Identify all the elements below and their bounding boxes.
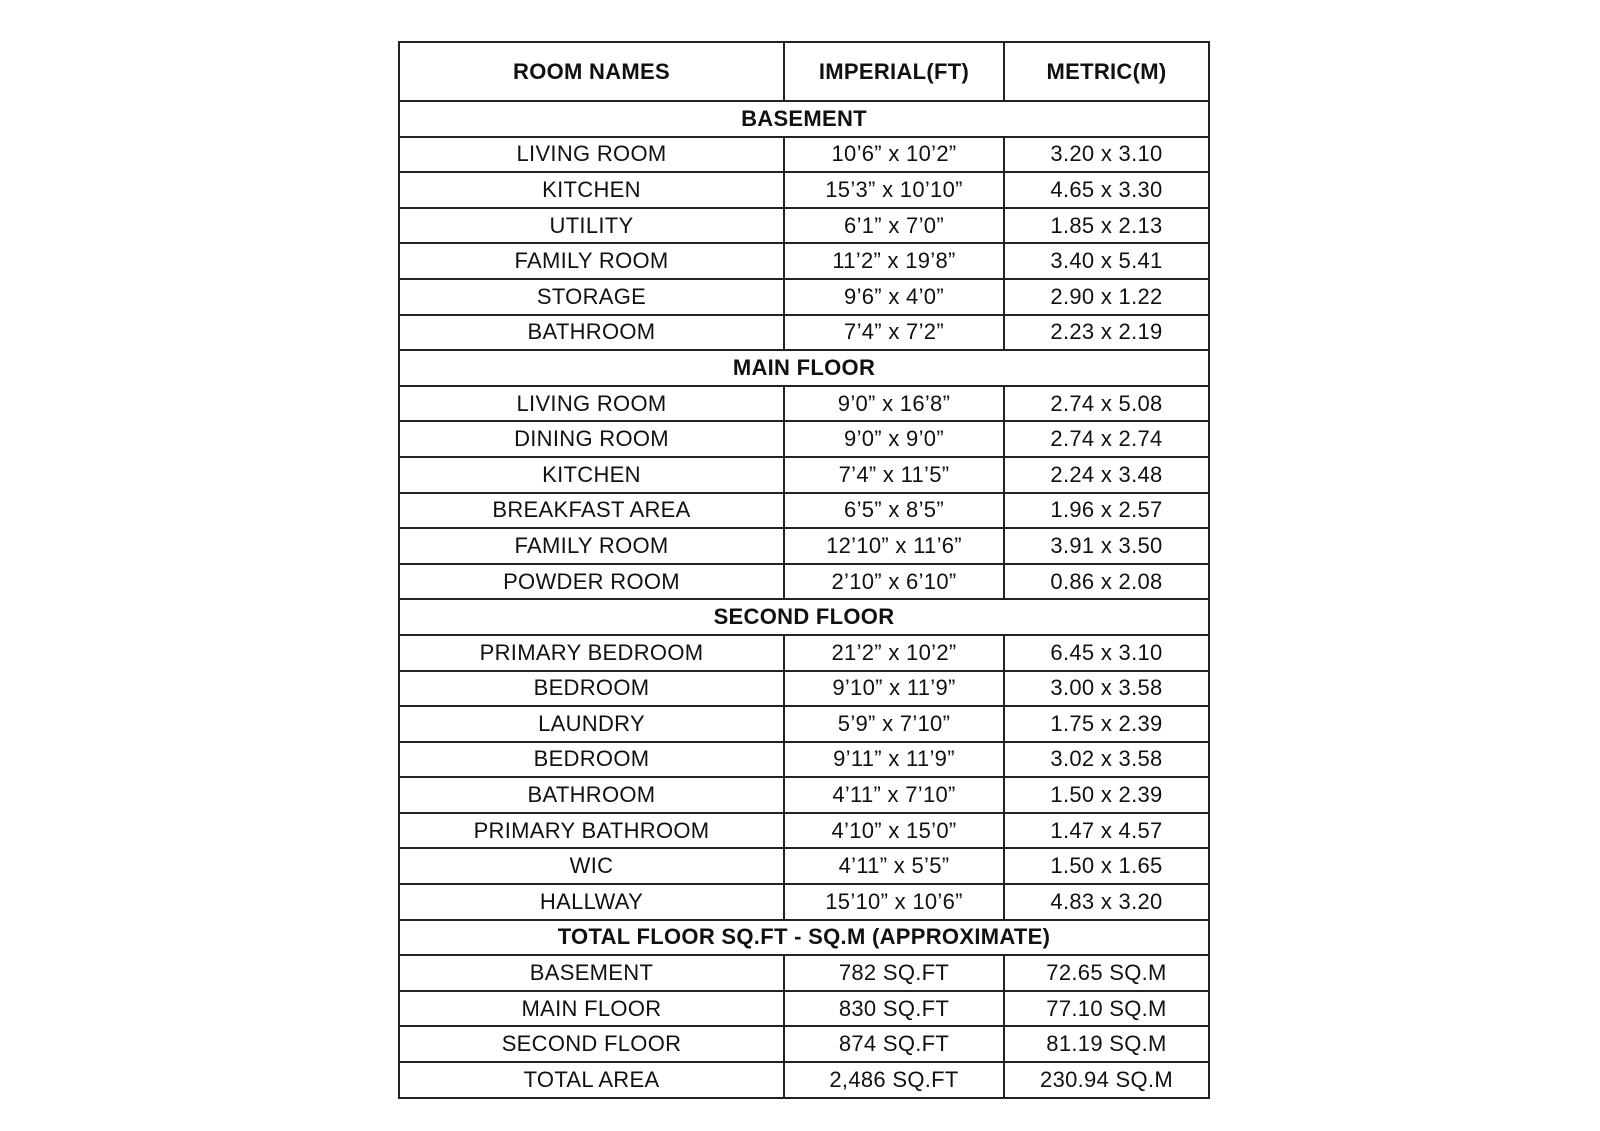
- table-row: [399, 493, 1209, 529]
- imperial-cell: 9’0” x 9’0”: [784, 421, 1004, 457]
- metric-cell: 4.65 x 3.30: [1004, 172, 1209, 208]
- imperial-cell: 4’10” x 15’0”: [784, 813, 1004, 849]
- imperial-cell: 874 SQ.FT: [784, 1026, 1004, 1062]
- imperial-cell: 830 SQ.FT: [784, 991, 1004, 1027]
- imperial-cell: 2,486 SQ.FT: [784, 1062, 1004, 1098]
- metric-cell: 230.94 SQ.M: [1004, 1062, 1209, 1098]
- table-row: [399, 955, 1209, 991]
- imperial-cell: 4’11” x 5’5”: [784, 848, 1004, 884]
- room-name-cell: POWDER ROOM: [399, 564, 784, 600]
- section-header-row: [399, 599, 1209, 635]
- room-name-cell: LIVING ROOM: [399, 386, 784, 422]
- section-header-row: [399, 350, 1209, 386]
- table-row: [399, 315, 1209, 351]
- room-name-cell: HALLWAY: [399, 884, 784, 920]
- table-row: [399, 706, 1209, 742]
- header-room-names: ROOM NAMES: [399, 42, 784, 101]
- imperial-cell: 12’10” x 11’6”: [784, 528, 1004, 564]
- table-row: [399, 671, 1209, 707]
- room-name-cell: MAIN FLOOR: [399, 991, 784, 1027]
- table-row: [399, 421, 1209, 457]
- metric-cell: 2.74 x 5.08: [1004, 386, 1209, 422]
- table-row: [399, 243, 1209, 279]
- metric-cell: 2.90 x 1.22: [1004, 279, 1209, 315]
- section-title: TOTAL FLOOR SQ.FT - SQ.M (APPROXIMATE): [399, 920, 1209, 956]
- metric-cell: 1.96 x 2.57: [1004, 493, 1209, 529]
- table-row: [399, 742, 1209, 778]
- metric-cell: 72.65 SQ.M: [1004, 955, 1209, 991]
- table-row: [399, 777, 1209, 813]
- table-row: [399, 172, 1209, 208]
- section-title: BASEMENT: [399, 101, 1209, 137]
- metric-cell: 2.24 x 3.48: [1004, 457, 1209, 493]
- metric-cell: 1.50 x 1.65: [1004, 848, 1209, 884]
- room-name-cell: BATHROOM: [399, 315, 784, 351]
- room-name-cell: FAMILY ROOM: [399, 528, 784, 564]
- imperial-cell: 2’10” x 6’10”: [784, 564, 1004, 600]
- table-body: [399, 101, 1209, 1098]
- metric-cell: 1.85 x 2.13: [1004, 208, 1209, 244]
- room-name-cell: SECOND FLOOR: [399, 1026, 784, 1062]
- header-imperial: IMPERIAL(FT): [784, 42, 1004, 101]
- room-name-cell: DINING ROOM: [399, 421, 784, 457]
- table-row: [399, 137, 1209, 173]
- room-dimensions-table: [398, 41, 1210, 1099]
- section-header-row: [399, 101, 1209, 137]
- header-metric: METRIC(M): [1004, 42, 1209, 101]
- metric-cell: 77.10 SQ.M: [1004, 991, 1209, 1027]
- metric-cell: 0.86 x 2.08: [1004, 564, 1209, 600]
- section-title: MAIN FLOOR: [399, 350, 1209, 386]
- table-row: [399, 528, 1209, 564]
- metric-cell: 3.91 x 3.50: [1004, 528, 1209, 564]
- table-row: [399, 1062, 1209, 1098]
- imperial-cell: 7’4” x 7’2”: [784, 315, 1004, 351]
- room-name-cell: KITCHEN: [399, 172, 784, 208]
- table-row: [399, 848, 1209, 884]
- metric-cell: 1.47 x 4.57: [1004, 813, 1209, 849]
- metric-cell: 4.83 x 3.20: [1004, 884, 1209, 920]
- imperial-cell: 782 SQ.FT: [784, 955, 1004, 991]
- metric-cell: 3.40 x 5.41: [1004, 243, 1209, 279]
- table-row: [399, 635, 1209, 671]
- table-row: [399, 1026, 1209, 1062]
- table-row: [399, 813, 1209, 849]
- metric-cell: 2.23 x 2.19: [1004, 315, 1209, 351]
- room-name-cell: STORAGE: [399, 279, 784, 315]
- section-header-row: [399, 920, 1209, 956]
- table-row: [399, 279, 1209, 315]
- metric-cell: 2.74 x 2.74: [1004, 421, 1209, 457]
- table-row: [399, 991, 1209, 1027]
- header-row: [399, 42, 1209, 101]
- imperial-cell: 4’11” x 7’10”: [784, 777, 1004, 813]
- table-row: [399, 208, 1209, 244]
- metric-cell: 6.45 x 3.10: [1004, 635, 1209, 671]
- room-name-cell: BASEMENT: [399, 955, 784, 991]
- imperial-cell: 5’9” x 7’10”: [784, 706, 1004, 742]
- table-row: [399, 884, 1209, 920]
- table-row: [399, 386, 1209, 422]
- room-name-cell: BEDROOM: [399, 742, 784, 778]
- imperial-cell: 15’3” x 10’10”: [784, 172, 1004, 208]
- imperial-cell: 6’5” x 8’5”: [784, 493, 1004, 529]
- metric-cell: 1.50 x 2.39: [1004, 777, 1209, 813]
- room-name-cell: LIVING ROOM: [399, 137, 784, 173]
- imperial-cell: 7’4” x 11’5”: [784, 457, 1004, 493]
- room-name-cell: WIC: [399, 848, 784, 884]
- metric-cell: 3.00 x 3.58: [1004, 671, 1209, 707]
- room-name-cell: BEDROOM: [399, 671, 784, 707]
- room-name-cell: UTILITY: [399, 208, 784, 244]
- imperial-cell: 9’6” x 4’0”: [784, 279, 1004, 315]
- room-name-cell: LAUNDRY: [399, 706, 784, 742]
- imperial-cell: 9’0” x 16’8”: [784, 386, 1004, 422]
- table-row: [399, 457, 1209, 493]
- metric-cell: 3.20 x 3.10: [1004, 137, 1209, 173]
- imperial-cell: 6’1” x 7’0”: [784, 208, 1004, 244]
- imperial-cell: 10’6” x 10’2”: [784, 137, 1004, 173]
- metric-cell: 81.19 SQ.M: [1004, 1026, 1209, 1062]
- metric-cell: 1.75 x 2.39: [1004, 706, 1209, 742]
- imperial-cell: 9’11” x 11’9”: [784, 742, 1004, 778]
- imperial-cell: 15’10” x 10’6”: [784, 884, 1004, 920]
- table-row: [399, 564, 1209, 600]
- imperial-cell: 11’2” x 19’8”: [784, 243, 1004, 279]
- room-name-cell: PRIMARY BEDROOM: [399, 635, 784, 671]
- room-name-cell: BATHROOM: [399, 777, 784, 813]
- section-title: SECOND FLOOR: [399, 599, 1209, 635]
- room-name-cell: FAMILY ROOM: [399, 243, 784, 279]
- metric-cell: 3.02 x 3.58: [1004, 742, 1209, 778]
- room-name-cell: TOTAL AREA: [399, 1062, 784, 1098]
- room-name-cell: KITCHEN: [399, 457, 784, 493]
- room-name-cell: PRIMARY BATHROOM: [399, 813, 784, 849]
- room-name-cell: BREAKFAST AREA: [399, 493, 784, 529]
- imperial-cell: 21’2” x 10’2”: [784, 635, 1004, 671]
- imperial-cell: 9’10” x 11’9”: [784, 671, 1004, 707]
